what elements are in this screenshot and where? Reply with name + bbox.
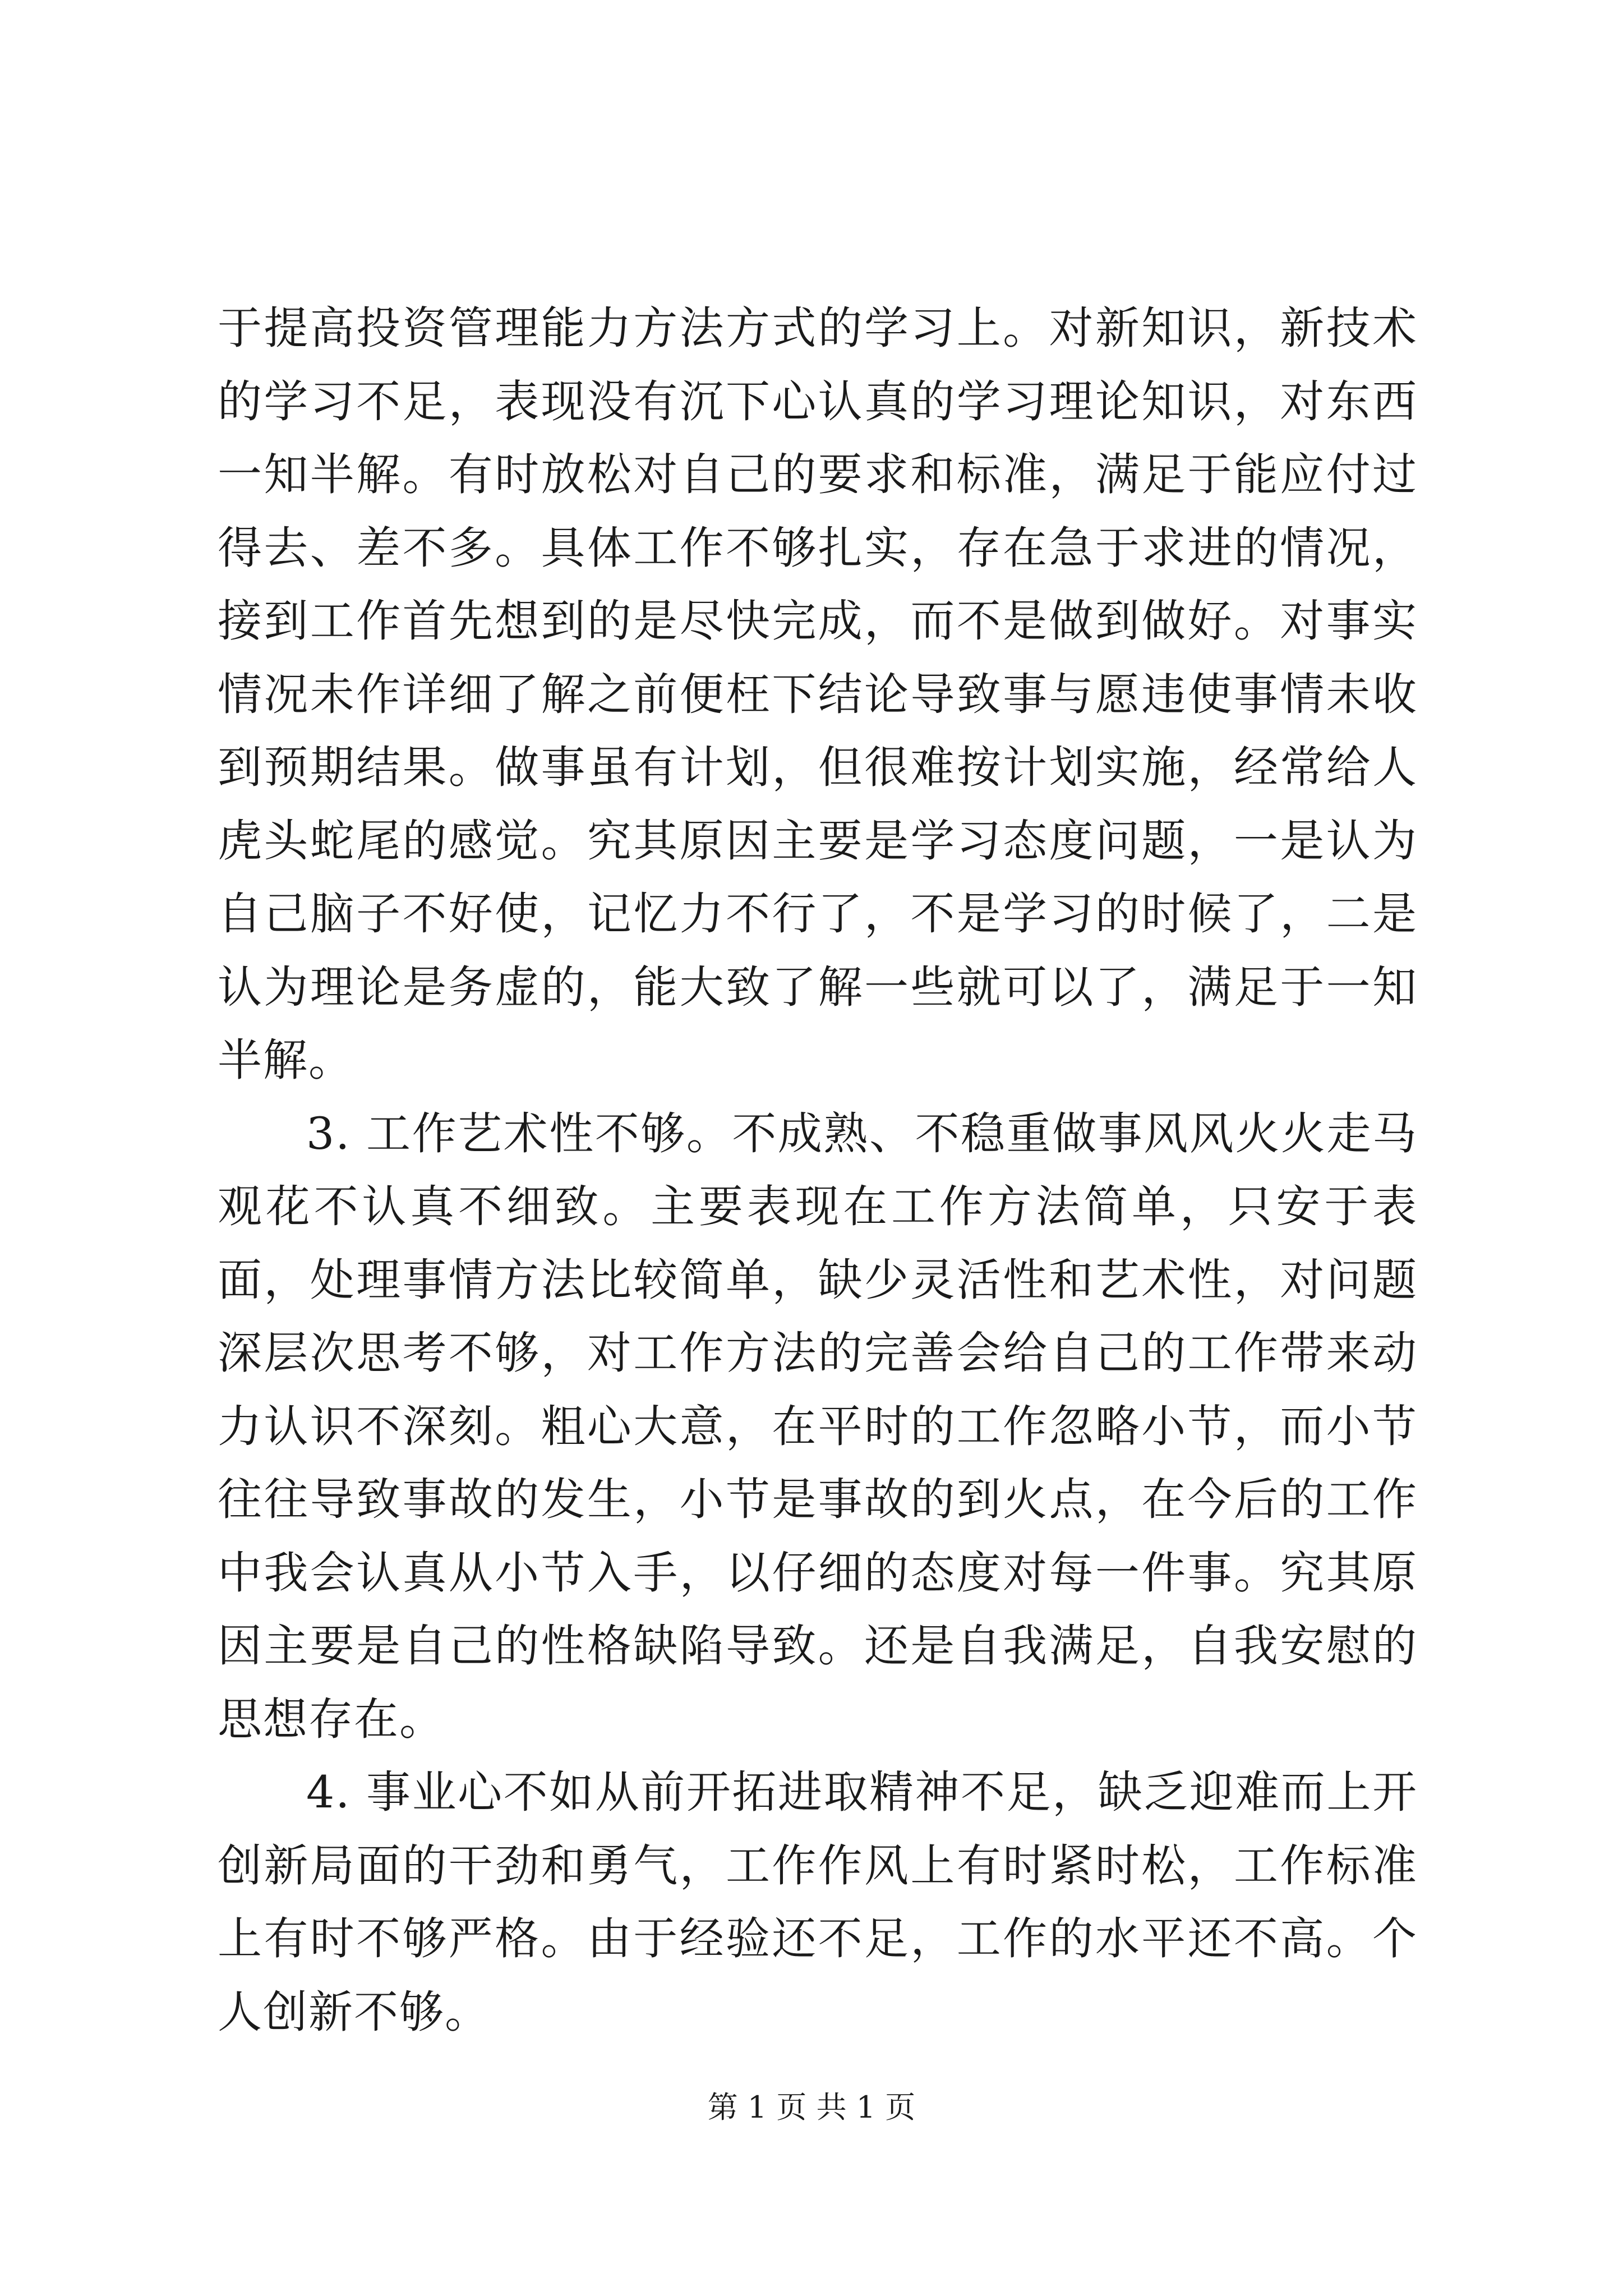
paragraph-continuation: 于提高投资管理能力方法方式的学习上。对新知识，新技术的学习不足，表现没有沉下心认真的学习理论知识，对东西一知半解。有时放松对自己的要求和标准，满足于能应付过得去、差不多。具体工作不够扎实，存在急于求进的情况，接到工作首先想到的是尽快完成，而不是做到做好。对事实情况未作详细了解之前便枉下结论导致事与愿违使事情未收到预期结果。做事虽有计划，但很难按计划实施，经常给人虎头蛇尾的感觉。究其原因主要是学习态度问题，一是认为自己脑子不好使，记忆力不行了，不是学习的时候了，二是认为理论是务虚的，能大致了解一些就可以了，满足于一知半解。 — [218, 302, 1418, 1086]
document-body — [218, 292, 1418, 2049]
page-footer: 第 1 页 共 1 页 — [707, 2090, 916, 2125]
paragraph-item-3: 3. 工作艺术性不够。不成熟、不稳重做事风风火火走马观花不认真不细致。主要表现在工作方法简单，只安于表面，处理事情方法比较简单，缺少灵活性和艺术性，对问题深层次思考不够，对工作方法的完善会给自己的工作带来动力认识不深刻。粗心大意，在平时的工作忽略小节，而小节往往导致事故的发生，小节是事故的到火点，在今后的工作中我会认真从小节入手，以仔细的态度对每一件事。究其原因主要是自己的性格缺陷导致。还是自我满足，自我安慰的思想存在。 — [218, 1107, 1418, 1745]
paragraph-item-4: 4. 事业心不如从前开拓进取精神不足，缺乏迎难而上开创新局面的干劲和勇气，工作作风上有时紧时松，工作标准上有时不够严格。由于经验还不足，工作的水平还不高。个人创新不够。 — [218, 1766, 1418, 2038]
